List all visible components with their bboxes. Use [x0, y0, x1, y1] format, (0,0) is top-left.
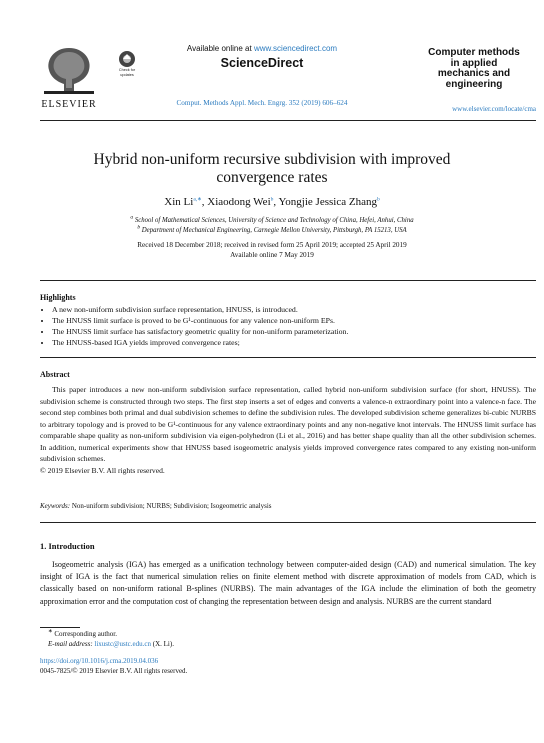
affiliation-b	[40, 226, 504, 236]
rule	[40, 522, 536, 523]
header-center-block	[150, 44, 374, 107]
author-name: Yongjie Jessica Zhang	[278, 196, 377, 208]
highlights-section	[40, 293, 536, 348]
received-dates: Received 18 December 2018; received in revised form 25 April 2019; accepted 25 April 2019	[137, 241, 407, 249]
footnote-mark: ∗	[48, 628, 53, 635]
footnote-email	[40, 640, 536, 650]
doi-link[interactable]: https://doi.org/10.1016/j.cma.2019.04.036	[40, 657, 159, 665]
journal-name-line: engineering	[445, 78, 503, 90]
author-separator: ,	[273, 196, 279, 208]
citation-link[interactable]: Comput. Methods Appl. Mech. Engrg. 352 (2019) 606–624	[176, 99, 348, 107]
affiliations	[40, 216, 504, 235]
rule	[40, 357, 536, 358]
keywords-label: Keywords:	[40, 502, 71, 510]
highlights-heading: Highlights	[40, 293, 76, 302]
copyright: © 2019 Elsevier B.V. All rights reserved.	[40, 465, 165, 475]
highlight-item: • The HNUSS limit surface has satisfactory geometric quality for non-uniform parameterization.	[52, 326, 536, 337]
author-name: Xiaodong Wei	[207, 196, 271, 208]
elsevier-tree-icon	[40, 44, 98, 96]
title-line: convergence rates	[216, 169, 328, 186]
author-name: Xin Li	[164, 196, 194, 208]
dates	[40, 240, 504, 260]
affiliation-text: Department of Mechanical Engineering, Carnegie Mellon University, Pittsburgh, PA 15213, USA	[141, 226, 407, 234]
introduction-section	[40, 541, 536, 608]
abstract-text: This paper introduces a new non-uniform subdivision surface representation, called hybrid non-uniform subdivision surface (for short, HNUSS). The subdivision scheme is constructed through two steps. The first step inserts a set of edges and converts a valence-n extraordinary point into a valence-n face. The second step combines both primal and dual subdivision schemes to define the subdivision rules. The developed subdivision scheme generalizes bi-cubic NURBS to arbitrary topology and is proved to be G¹-continuous for any valence extraordinary points and any non-negative knot intervals. The HNUSS limit surface has comparable shape quality as non-uniform subdivision via eigen-polyhedron (Li et al., 2016) and has better shape quality than all the other subdivision schemes. In addition, numerical experiments show that HNUSS based isogeometric analysis yields improved convergence rates compared to any existing non-uniform subdivision schemes.	[40, 385, 536, 463]
email-suffix: (X. Li).	[152, 639, 174, 648]
keywords	[40, 502, 536, 510]
keywords-text: Non-uniform subdivision; NURBS; Subdivision; Isogeometric analysis	[71, 502, 272, 510]
issn-copyright: 0045-7825/© 2019 Elsevier B.V. All rights reserved.	[40, 667, 188, 675]
email-link[interactable]: lixustc@ustc.edu.cn	[94, 639, 152, 648]
elsevier-wordmark: ELSEVIER	[41, 99, 97, 110]
title-line: Hybrid non-uniform recursive subdivision with improved	[93, 151, 451, 168]
author-marks[interactable]: a,∗	[193, 196, 202, 203]
page-footer	[40, 656, 536, 676]
author-separator: ,	[201, 196, 208, 208]
affiliation-a	[40, 216, 504, 226]
affiliation-mark: a	[130, 214, 134, 221]
email-label: E-mail address:	[48, 639, 93, 648]
author-marks[interactable]: b	[376, 196, 380, 203]
footnote-rule	[40, 627, 80, 628]
highlight-item: • The HNUSS limit surface is proved to be G¹-continuous for any valence non-uniform EPs.	[52, 315, 536, 326]
available-online-date: Available online 7 May 2019	[230, 251, 314, 259]
highlights-list	[40, 304, 536, 348]
authors	[40, 196, 504, 208]
abstract-heading: Abstract	[40, 370, 70, 379]
abstract-section	[40, 370, 536, 476]
journal-name	[412, 48, 536, 90]
footnote-corresponding-text: Corresponding author.	[54, 630, 117, 638]
check-for-updates-badge[interactable]	[112, 48, 142, 78]
highlight-item: • A new non-uniform subdivision surface representation, HNUSS, is introduced.	[52, 304, 536, 315]
journal-name-line: in applied	[450, 57, 498, 69]
affiliation-mark: b	[137, 224, 141, 231]
intro-text: Isogeometric analysis (IGA) has emerged as a unification technology between computer-aided design (CAD) and numerical simulation. The key insight of IGA is the fact that numerical simulation relies on finite element method with discrete approximation of models from CAD, which is classically based on non-uniform rational B-splines (NURBS). The main advantages of the IGA include the elimination of both the geometry approximation error and the computation cost of changing the representation between design and analysis. NURBS are the current standard	[40, 560, 536, 606]
author-marks[interactable]: b	[270, 196, 274, 203]
check-updates-label: Check for updates	[118, 68, 136, 77]
article-title	[40, 151, 504, 187]
rule	[40, 280, 536, 281]
sciencedirect-wordmark: ScienceDirect	[220, 56, 304, 70]
elsevier-logo	[40, 44, 98, 110]
available-online-prefix: Available online at	[186, 44, 254, 53]
intro-heading: 1. Introduction	[40, 541, 95, 551]
sciencedirect-link[interactable]: www.sciencedirect.com	[253, 44, 338, 53]
footnote-corresponding	[40, 630, 536, 640]
journal-url-link[interactable]: www.elsevier.com/locate/cma	[452, 105, 536, 114]
journal-name-line: Computer methods	[428, 47, 520, 58]
affiliation-text: School of Mathematical Sciences, University of Science and Technology of China, Hefei, Anhui, China	[134, 217, 414, 224]
highlight-item: • The HNUSS-based IGA yields improved convergence rates;	[52, 337, 536, 348]
journal-name-line: mechanics and	[437, 68, 511, 80]
journal-block	[412, 44, 536, 113]
footnote	[40, 630, 536, 649]
header-rule	[40, 120, 536, 121]
